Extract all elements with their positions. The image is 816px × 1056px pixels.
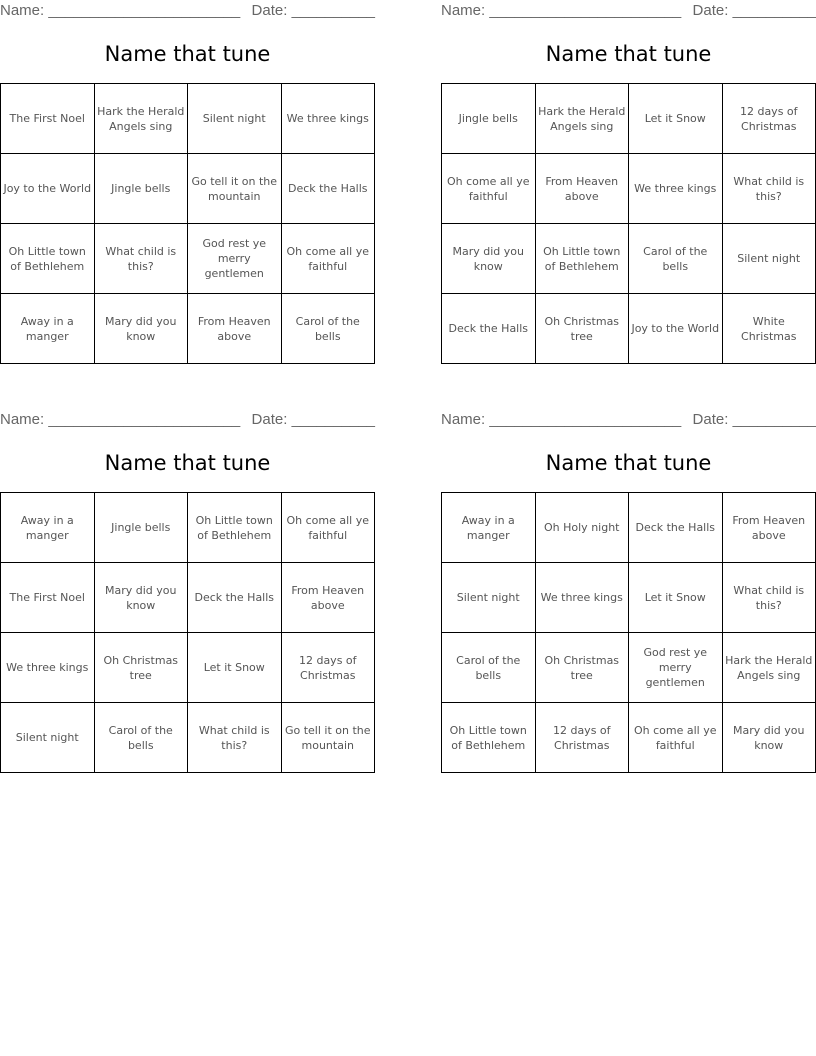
grid-row (1, 154, 375, 224)
grid-cell: Oh Little town of Bethlehem (535, 224, 629, 294)
grid-cell: Mary did you know (722, 703, 816, 773)
grid-row (442, 563, 816, 633)
grid-cell: Away in a manger (1, 294, 95, 364)
grid-cell: Oh Christmas tree (94, 633, 188, 703)
name-field-line: Name: _______________________ (441, 411, 682, 428)
bingo-grid (0, 83, 375, 364)
name-field-line: Name: _______________________ (441, 2, 682, 19)
grid-cell: Hark the Herald Angels sing (535, 84, 629, 154)
grid-cell: Deck the Halls (442, 294, 536, 364)
grid-cell: The First Noel (1, 563, 95, 633)
grid-row (1, 84, 375, 154)
date-field-line: Date: __________ (251, 2, 375, 19)
grid-cell: Oh Christmas tree (535, 633, 629, 703)
grid-cell: Oh Little town of Bethlehem (1, 224, 95, 294)
grid-cell: Oh Holy night (535, 493, 629, 563)
grid-row (1, 224, 375, 294)
grid-cell: Oh Christmas tree (535, 294, 629, 364)
grid-cell: The First Noel (1, 84, 95, 154)
grid-cell: Mary did you know (94, 563, 188, 633)
grid-cell: We three kings (535, 563, 629, 633)
date-field-line: Date: __________ (251, 411, 375, 428)
grid-cell: 12 days of Christmas (722, 84, 816, 154)
name-field-line: Name: _______________________ (0, 2, 241, 19)
grid-cell: Oh come all ye faithful (442, 154, 536, 224)
grid-row (1, 563, 375, 633)
grid-row (442, 703, 816, 773)
grid-row (1, 294, 375, 364)
grid-cell: Deck the Halls (281, 154, 375, 224)
grid-cell: Let it Snow (629, 563, 723, 633)
grid-cell: Hark the Herald Angels sing (722, 633, 816, 703)
grid-cell: Let it Snow (188, 633, 282, 703)
grid-row (442, 493, 816, 563)
grid-cell: We three kings (629, 154, 723, 224)
grid-cell: Carol of the bells (629, 224, 723, 294)
grid-cell: 12 days of Christmas (535, 703, 629, 773)
bingo-grid (441, 492, 816, 773)
grid-cell: Go tell it on the mountain (188, 154, 282, 224)
grid-cell: Deck the Halls (188, 563, 282, 633)
grid-row (442, 154, 816, 224)
grid-cell: Mary did you know (442, 224, 536, 294)
grid-cell: We three kings (281, 84, 375, 154)
card-title: Name that tune (104, 42, 271, 66)
grid-cell: Oh come all ye faithful (629, 703, 723, 773)
date-field-line: Date: __________ (692, 2, 816, 19)
grid-cell: What child is this? (722, 154, 816, 224)
grid-cell: White Christmas (722, 294, 816, 364)
grid-cell: Hark the Herald Angels sing (94, 84, 188, 154)
grid-cell: From Heaven above (722, 493, 816, 563)
grid-row (442, 294, 816, 364)
grid-cell: Oh Little town of Bethlehem (188, 493, 282, 563)
grid-cell: Jingle bells (94, 154, 188, 224)
grid-cell: Jingle bells (94, 493, 188, 563)
grid-row (1, 703, 375, 773)
grid-cell: Go tell it on the mountain (281, 703, 375, 773)
grid-cell: Away in a manger (442, 493, 536, 563)
grid-cell: 12 days of Christmas (281, 633, 375, 703)
grid-cell: Joy to the World (629, 294, 723, 364)
grid-cell: Let it Snow (629, 84, 723, 154)
grid-cell: Carol of the bells (442, 633, 536, 703)
date-field-line: Date: __________ (692, 411, 816, 428)
grid-cell: From Heaven above (535, 154, 629, 224)
name-field-line: Name: _______________________ (0, 411, 241, 428)
card-title: Name that tune (545, 451, 712, 475)
bingo-grid (441, 83, 816, 364)
grid-cell: What child is this? (722, 563, 816, 633)
grid-cell: Jingle bells (442, 84, 536, 154)
grid-cell: Deck the Halls (629, 493, 723, 563)
grid-cell: Oh come all ye faithful (281, 493, 375, 563)
bingo-grid (0, 492, 375, 773)
card-title: Name that tune (104, 451, 271, 475)
grid-cell: Silent night (188, 84, 282, 154)
grid-cell: God rest ye merry gentlemen (188, 224, 282, 294)
grid-cell: Oh Little town of Bethlehem (442, 703, 536, 773)
grid-cell: Away in a manger (1, 493, 95, 563)
grid-cell: Silent night (442, 563, 536, 633)
grid-cell: From Heaven above (281, 563, 375, 633)
grid-cell: What child is this? (188, 703, 282, 773)
grid-row (442, 84, 816, 154)
grid-cell: Silent night (722, 224, 816, 294)
grid-cell: Oh come all ye faithful (281, 224, 375, 294)
grid-cell: From Heaven above (188, 294, 282, 364)
grid-cell: Mary did you know (94, 294, 188, 364)
grid-cell: Joy to the World (1, 154, 95, 224)
grid-cell: We three kings (1, 633, 95, 703)
grid-row (1, 493, 375, 563)
grid-cell: Carol of the bells (94, 703, 188, 773)
grid-cell: Carol of the bells (281, 294, 375, 364)
grid-cell: God rest ye merry gentlemen (629, 633, 723, 703)
grid-row (442, 224, 816, 294)
grid-row (442, 633, 816, 703)
grid-row (1, 633, 375, 703)
grid-cell: Silent night (1, 703, 95, 773)
card-title: Name that tune (545, 42, 712, 66)
grid-cell: What child is this? (94, 224, 188, 294)
